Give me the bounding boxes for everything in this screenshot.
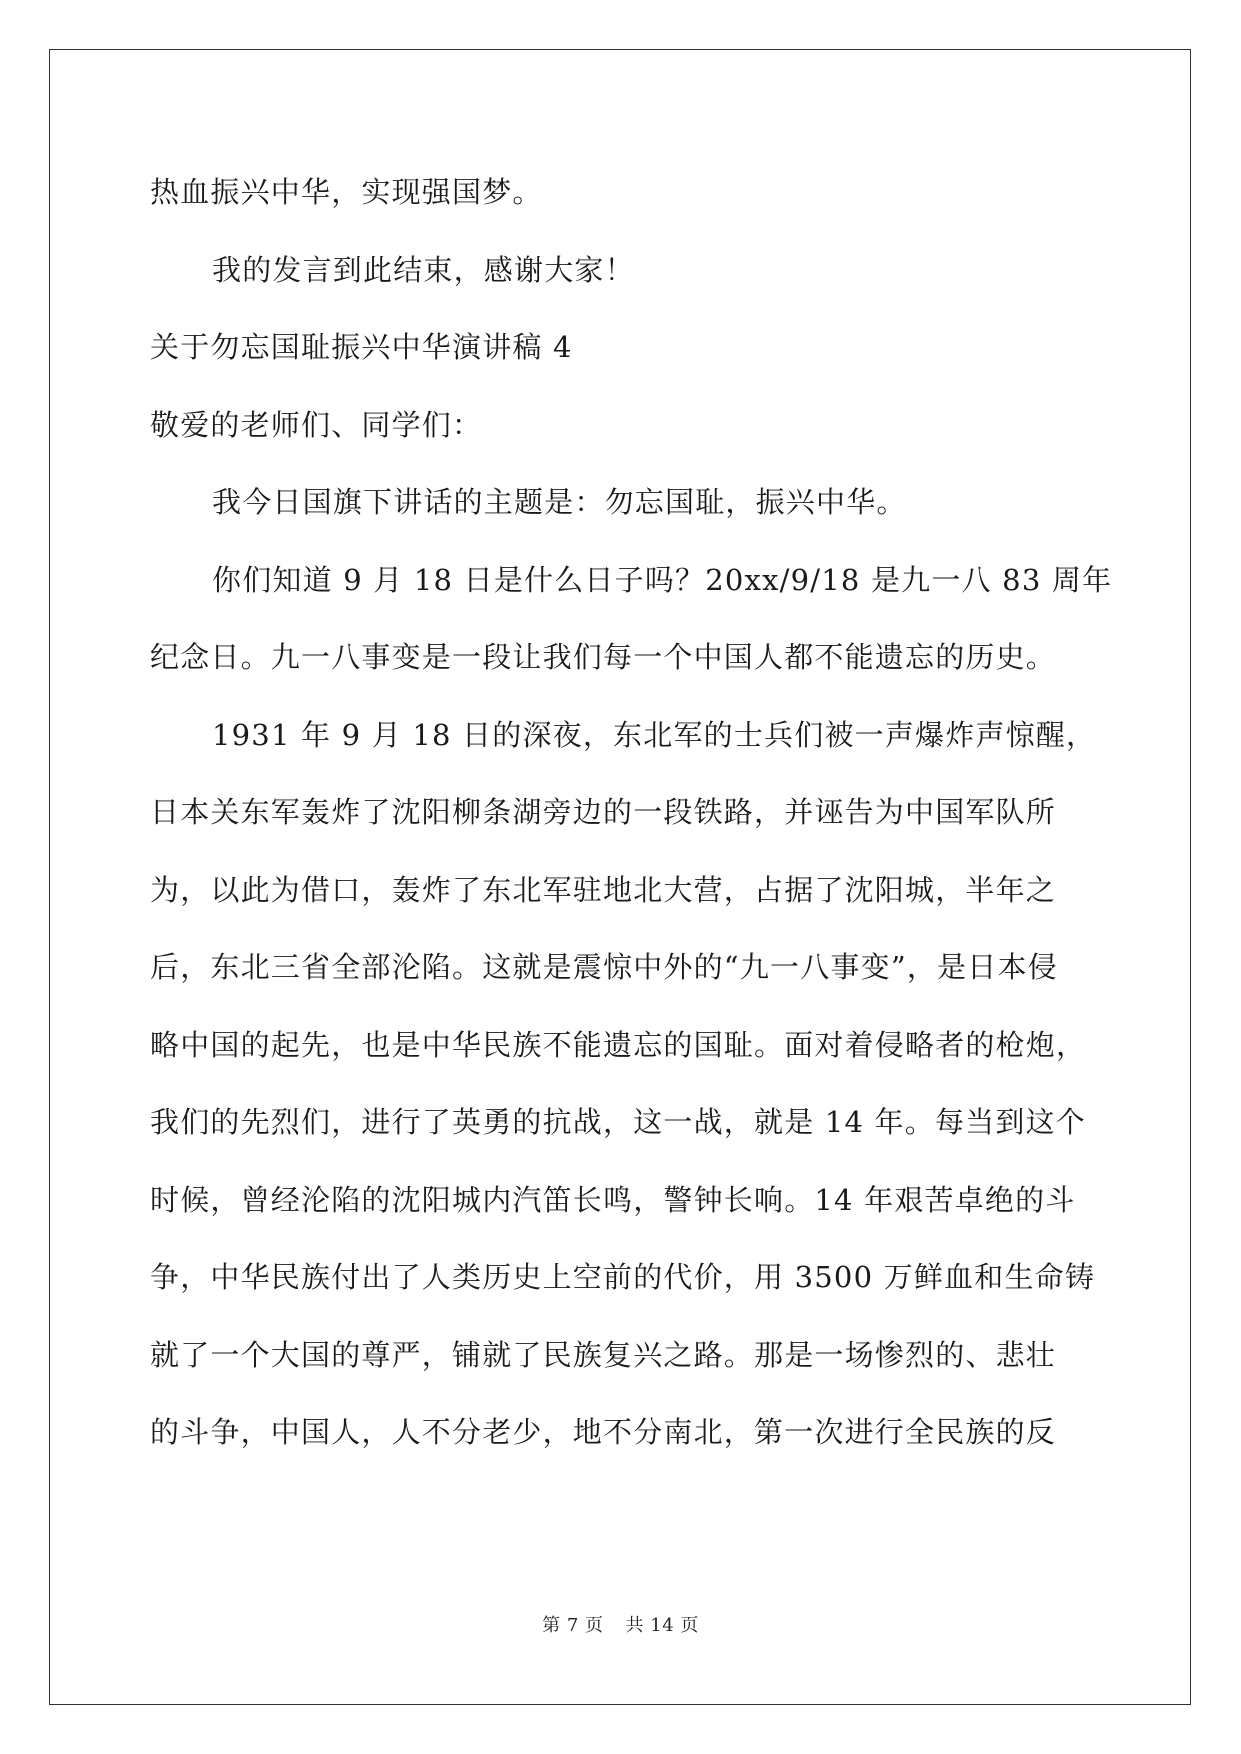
document-body <box>150 162 1113 1480</box>
paragraph-line: 我今日国旗下讲话的主题是：勿忘国耻，振兴中华。 <box>212 485 907 519</box>
salutation: 敬爱的老师们、同学们： <box>150 407 483 442</box>
paragraph-line: 热血振兴中华，实现强国梦。 <box>150 175 543 209</box>
paragraph-line: 就了一个大国的尊严，铺就了民族复兴之路。那是一场惨烈的、悲壮 <box>150 1337 1057 1372</box>
paragraph-line: 时候，曾经沦陷的沈阳城内汽笛长鸣，警钟长响。14 年艰苦卓绝的斗 <box>150 1182 1076 1217</box>
paragraph-line: 我的发言到此结束，感谢大家！ <box>212 252 635 287</box>
paragraph-line: 你们知道 9 月 18 日是什么日子吗？20xx/9/18 是九一八 83 周年 <box>212 562 1113 597</box>
paragraph-line: 略中国的起先，也是中华民族不能遗忘的国耻。面对着侵略者的枪炮， <box>150 1027 1087 1062</box>
paragraph-line: 日本关东军轰炸了沈阳柳条湖旁边的一段铁路，并诬告为中国军队所 <box>150 795 1057 829</box>
page-total: 共 14 页 <box>625 1615 699 1636</box>
paragraph-line: 纪念日。九一八事变是一段让我们每一个中国人都不能遗忘的历史。 <box>150 640 1057 674</box>
paragraph-line: 争，中华民族付出了人类历史上空前的代价，用 3500 万鲜血和生命铸 <box>150 1260 1096 1294</box>
paragraph-line: 1931 年 9 月 18 日的深夜，东北军的士兵们被一声爆炸声惊醒， <box>212 717 1097 752</box>
paragraph-line: 后，东北三省全部沦陷。这就是震惊中外的“九一八事变”，是日本侵 <box>150 950 1058 984</box>
page-footer <box>0 1614 1241 1638</box>
page-number: 第 7 页 <box>542 1615 604 1636</box>
paragraph-line: 的斗争，中国人，人不分老少，地不分南北，第一次进行全民族的反 <box>150 1415 1057 1449</box>
section-heading: 关于勿忘国耻振兴中华演讲稿 4 <box>150 330 573 364</box>
paragraph-line: 为，以此为借口，轰炸了东北军驻地北大营，占据了沈阳城，半年之 <box>150 872 1057 907</box>
paragraph-line: 我们的先烈们，进行了英勇的抗战，这一战，就是 14 年。每当到这个 <box>150 1105 1086 1139</box>
